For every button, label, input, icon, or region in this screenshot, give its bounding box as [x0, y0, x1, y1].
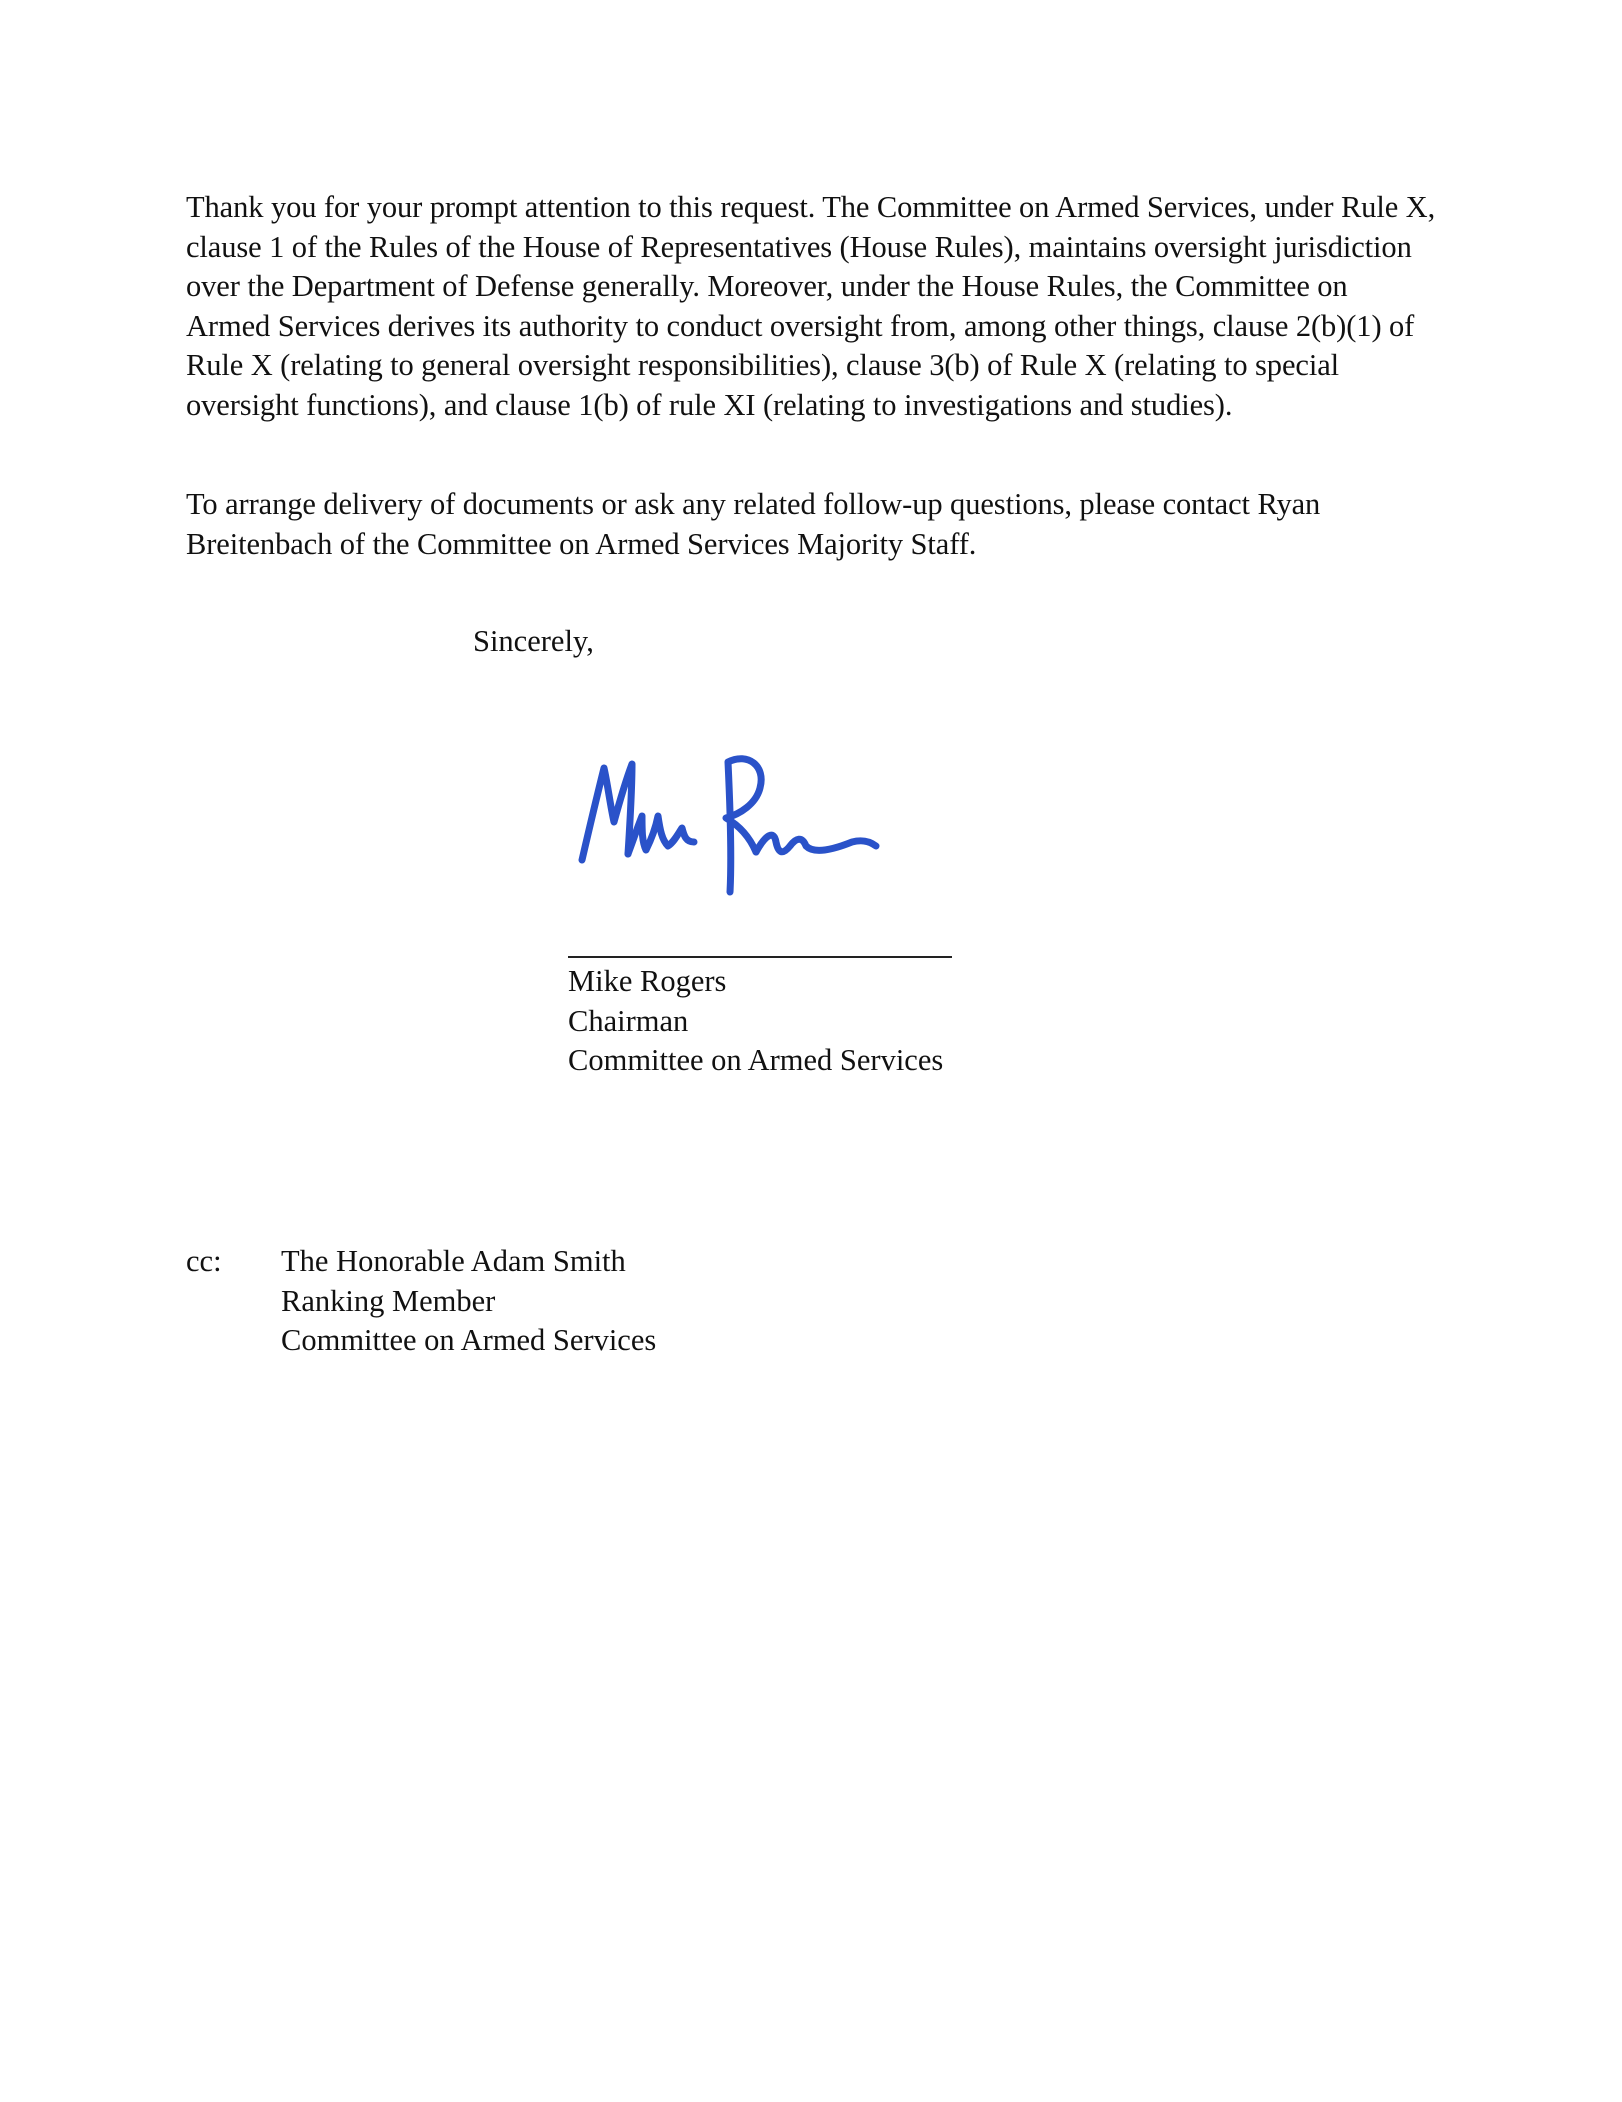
signatory-title: Chairman — [568, 1003, 689, 1038]
cc-recipient-committee: Committee on Armed Services — [281, 1323, 657, 1357]
signature-line — [568, 956, 952, 958]
signatory-committee: Committee on Armed Services — [568, 1043, 944, 1077]
signatory-name: Mike Rogers — [568, 964, 727, 998]
handwritten-signature — [570, 742, 890, 902]
cc-recipient-name: The Honorable Adam Smith — [281, 1244, 626, 1278]
cc-recipient-block — [281, 1242, 656, 1361]
closing-salutation: Sincerely, — [473, 624, 594, 658]
body-paragraph-oversight: Thank you for your prompt attention to this request. The Committee on Armed Services, under Rule X, clause 1 of the Rules of the House of Representatives (House Rules), maintains oversight jurisdiction over the Department of Defense generally. Moreover, under the House Rules, the Committee on Armed Services derives its authority to conduct oversight from, among other things, clause 2(b)(1) of Rule X (relating to general oversight responsibilities), clause 3(b) of Rule X (relating to special oversight functions), and clause 1(b) of rule XI (relating to investigations and studies). — [186, 190, 1436, 422]
cc-recipient-title: Ranking Member — [281, 1283, 496, 1318]
signatory-block — [568, 962, 943, 1081]
body-paragraph-contact: To arrange delivery of documents or ask any related follow-up questions, please contact Ryan Breitenbach of the Committee on Armed Services Majority Staff. — [186, 487, 1321, 561]
cc-label: cc: — [186, 1244, 222, 1278]
